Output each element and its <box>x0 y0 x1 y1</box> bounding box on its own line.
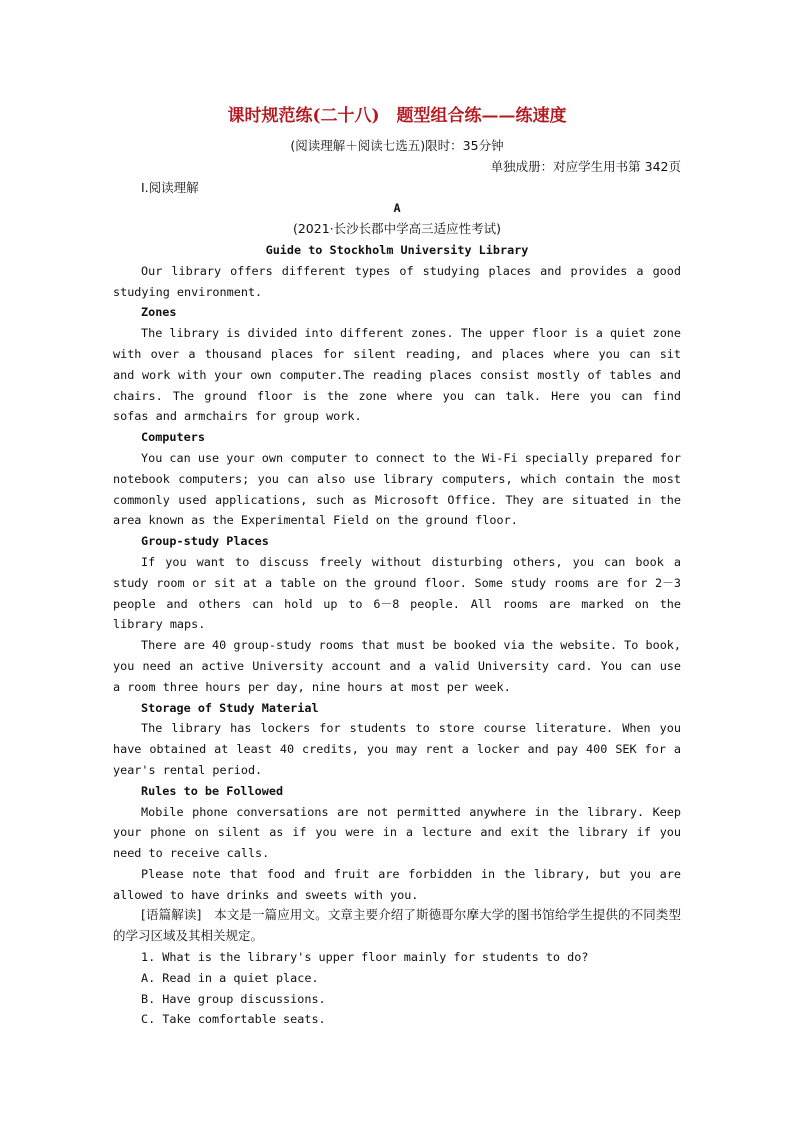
question-1-stem: 1. What is the library's upper floor mainly for students to do? <box>141 950 589 965</box>
document-content <box>113 104 681 1030</box>
computers-heading: Computers <box>141 430 205 445</box>
zones-paragraph: The library is divided into different zones. The upper floor is a quiet zone with over a thousand places for silent reading, and places where you can sit and work with your own computer.The reading places consist mostly of tables and chairs. The ground floor is the zone where you can talk. Here you can find sofas and armchairs for group work. <box>113 326 681 424</box>
passage-intro: Our library offers different types of studying places and provides a good studying environment. <box>113 263 681 299</box>
zones-heading: Zones <box>141 305 177 320</box>
passage-title: Guide to Stockholm University Library <box>265 242 529 257</box>
group-study-paragraph-1: If you want to discuss freely without disturbing others, you can book a study room or sit at a table on the ground floor. Some study rooms are for 2－3 people and others can hold up to 6－8 people. All rooms are marked on the library maps. <box>113 554 681 632</box>
page-title: 课时规范练(二十八) 题型组合练——练速度 <box>227 106 567 126</box>
storage-paragraph: The library has lockers for students to store course literature. When you have obtained at least 40 credits, you may rent a locker and pay 400 SEK for a year's rental period. <box>113 721 681 777</box>
question-1-option-c: C. Take comfortable seats. <box>141 1012 326 1027</box>
question-1-option-b: B. Have group discussions. <box>141 991 326 1006</box>
page-subtitle: (阅读理解＋阅读七选五)限时：35分钟 <box>290 138 504 153</box>
passage-analysis: [语篇解读] 本文是一篇应用文。文章主要介绍了斯德哥尔摩大学的图书馆给学生提供的不同类型的学习区域及其相关规定。 <box>113 907 681 944</box>
storage-heading: Storage of Study Material <box>141 700 319 715</box>
group-study-heading: Group-study Places <box>141 534 269 549</box>
computers-paragraph: You can use your own computer to connect to the Wi-Fi specially prepared for notebook computers; you can also use library computers, which contain the most commonly used applications, such as Microsoft Office. They are situated in the area known as the Experimental Field on the ground floor. <box>113 450 681 528</box>
group-study-paragraph-2: There are 40 group-study rooms that must be booked via the website. To book, you need an active University account and a valid University card. You can use a room three hours per day, nine hours at most per week. <box>113 638 681 694</box>
rules-paragraph-2: Please note that food and fruit are forbidden in the library, but you are allowed to have drinks and sweets with you. <box>113 866 681 902</box>
booklet-note: 单独成册：对应学生用书第 342页 <box>490 158 681 174</box>
passage-letter: A <box>393 201 401 216</box>
question-1-option-a: A. Read in a quiet place. <box>141 970 319 985</box>
section-label: Ⅰ.阅读理解 <box>141 179 199 195</box>
rules-heading: Rules to be Followed <box>141 783 284 798</box>
passage-source: (2021·长沙长郡中学高三适应性考试) <box>292 221 502 237</box>
rules-paragraph-1: Mobile phone conversations are not permitted anywhere in the library. Keep your phone on silent as if you were in a lecture and exit the library if you need to receive calls. <box>113 804 681 861</box>
